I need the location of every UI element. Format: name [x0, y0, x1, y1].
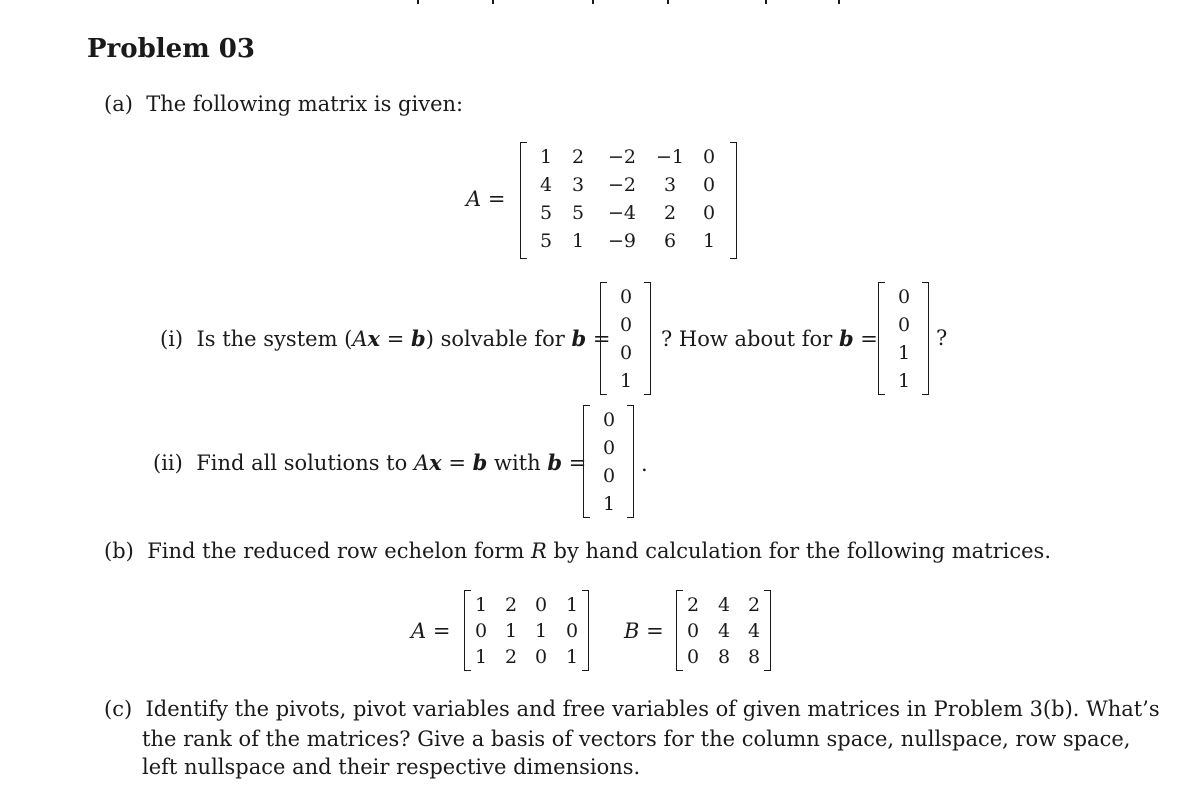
matrix-cell: 0 — [686, 646, 700, 668]
matrix-cell: 3 — [663, 174, 677, 196]
part-c-line1: (c) Identify the pivots, pivot variables and free variables of given matrices in Problem 3(b). What’s — [104, 697, 1160, 721]
matrix-cell: 0 — [602, 465, 616, 487]
matrix-cell: 0 — [686, 620, 700, 642]
matrix-b-b — [676, 590, 772, 672]
matrix-cell: 0 — [534, 646, 548, 668]
matrix-cell: 2 — [686, 594, 700, 616]
matrix-cell: 0 — [602, 409, 616, 431]
matrix-cell: 5 — [571, 202, 585, 224]
matrix-cell: 4 — [747, 620, 761, 642]
bracket-left — [600, 282, 607, 395]
matrix-cell: 2 — [571, 146, 585, 168]
matrix-cell: 0 — [602, 437, 616, 459]
matrix-cell: 0 — [474, 620, 488, 642]
matrix-cell: 1 — [565, 646, 579, 668]
matrix-cell: 0 — [897, 286, 911, 308]
part-a-i-question: ? How about for b = — [661, 326, 878, 351]
matrix-cell: 0 — [619, 342, 633, 364]
matrix-cell: 0 — [702, 174, 716, 196]
matrix-b-b-lhs: B = — [624, 619, 664, 643]
matrix-cell: −4 — [607, 202, 636, 224]
matrix-cell: 1 — [619, 370, 633, 392]
matrix-cell: 1 — [897, 342, 911, 364]
matrix-cell: 0 — [565, 620, 579, 642]
part-c-line2: the rank of the matrices? Give a basis of vectors for the column space, nullspace, row space, — [142, 727, 1131, 751]
matrix-cell: 2 — [747, 594, 761, 616]
matrix-b-a — [464, 590, 590, 672]
part-a-ii-end: . — [641, 452, 648, 476]
matrix-cell: 1 — [474, 594, 488, 616]
matrix-cell: 5 — [539, 230, 553, 252]
matrix-cell: 0 — [619, 314, 633, 336]
part-a-intro-text: The following matrix is given: — [146, 92, 464, 116]
part-a-i-text: (i) Is the system (Ax = b) solvable for b = — [160, 326, 611, 351]
part-b-text: (b) Find the reduced row echelon form R by hand calculation for the following matrices. — [104, 539, 1052, 563]
matrix-cell: 4 — [717, 594, 731, 616]
vector-b3 — [583, 405, 635, 519]
bracket-left — [583, 405, 590, 518]
matrix-cell: 1 — [702, 230, 716, 252]
matrix-b-a-lhs: A = — [411, 619, 451, 643]
matrix-cell: 2 — [504, 594, 518, 616]
matrix-cell: 8 — [717, 646, 731, 668]
matrix-cell: 1 — [897, 370, 911, 392]
problem-title: Problem 03 — [87, 34, 255, 64]
matrix-cell: −2 — [607, 174, 636, 196]
matrix-cell: 8 — [747, 646, 761, 668]
part-a-intro — [104, 92, 463, 116]
vector-b1 — [600, 282, 652, 396]
matrix-cell: 0 — [702, 146, 716, 168]
matrix-cell: 2 — [663, 202, 677, 224]
matrix-cell: −9 — [607, 230, 636, 252]
matrix-cell: 1 — [571, 230, 585, 252]
matrix-cell: −2 — [607, 146, 636, 168]
bracket-right — [644, 282, 651, 395]
vector-b2 — [878, 282, 930, 396]
part-a-ii-text: (ii) Find all solutions to Ax = b with b = — [153, 450, 587, 475]
bracket-left — [520, 142, 527, 259]
matrix-cell: 3 — [571, 174, 585, 196]
matrix-cell: 1 — [504, 620, 518, 642]
matrix-cell: 1 — [565, 594, 579, 616]
matrix-cell: 1 — [602, 493, 616, 515]
matrix-cell: 2 — [504, 646, 518, 668]
matrix-cell: 0 — [702, 202, 716, 224]
matrix-cell: −1 — [655, 146, 684, 168]
matrix-cell: 1 — [474, 646, 488, 668]
matrix-cell: 1 — [534, 620, 548, 642]
bracket-left — [878, 282, 885, 395]
part-a-label: (a) — [104, 92, 133, 116]
part-a-i-end: ? — [936, 326, 948, 350]
matrix-a-lhs: A = — [466, 187, 506, 211]
matrix-cell: 4 — [717, 620, 731, 642]
bracket-right — [730, 142, 737, 259]
part-c-line3: left nullspace and their respective dimensions. — [142, 755, 641, 779]
matrix-cell: 5 — [539, 202, 553, 224]
matrix-cell: 1 — [539, 146, 553, 168]
matrix-cell: 4 — [539, 174, 553, 196]
bracket-right — [922, 282, 929, 395]
matrix-cell: 0 — [619, 286, 633, 308]
matrix-a — [520, 142, 738, 260]
matrix-cell: 6 — [663, 230, 677, 252]
matrix-cell: 0 — [534, 594, 548, 616]
matrix-cell: 0 — [897, 314, 911, 336]
bracket-right — [627, 405, 634, 518]
